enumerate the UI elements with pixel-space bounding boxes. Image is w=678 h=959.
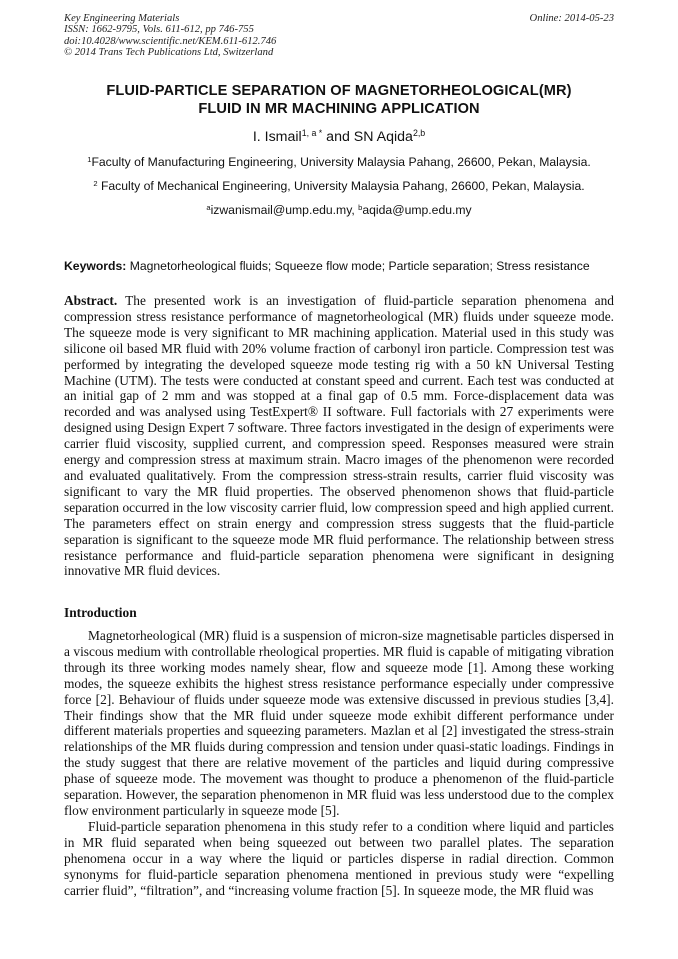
- section-heading-introduction: Introduction: [64, 605, 137, 620]
- affiliation-1-text: Faculty of Manufacturing Engineering, University Malaysia Pahang, 26600, Pekan, Malaysia.: [91, 155, 591, 169]
- author-1-marker: 1, a *: [301, 128, 323, 139]
- author-1: I. Ismail: [252, 129, 302, 145]
- affiliation-1: [40, 155, 638, 170]
- email-b-marker: b: [358, 202, 363, 212]
- keywords-text: Magnetorheological fluids; Squeeze flow mode; Particle separation; Stress resistance: [126, 259, 590, 273]
- title-line-2: FLUID IN MR MACHINING APPLICATION: [198, 101, 480, 117]
- affiliation-2-text: Faculty of Mechanical Engineering, University Malaysia Pahang, 26600, Pekan, Malaysia.: [97, 179, 585, 193]
- journal-name: Key Engineering Materials: [64, 13, 180, 24]
- author-2: SN Aqida: [353, 129, 413, 145]
- journal-header: [64, 13, 614, 58]
- author-emails: [40, 203, 638, 218]
- email-a[interactable]: izwanismail@ump.edu.my,: [210, 203, 359, 217]
- affiliation-2: [40, 179, 638, 194]
- title-line-1: FLUID-PARTICLE SEPARATION OF MAGNETORHEOLOGICAL(MR): [106, 83, 572, 99]
- journal-copyright: © 2014 Trans Tech Publications Ltd, Switzerland: [64, 46, 274, 58]
- email-b[interactable]: aqida@ump.edu.my: [362, 203, 472, 217]
- author-2-marker: 2,b: [412, 128, 426, 139]
- journal-issn: ISSN: 1662-9795, Vols. 611-612, pp 746-755: [64, 24, 254, 36]
- journal-doi: doi:10.4028/www.scientific.net/KEM.611-612.746: [64, 35, 277, 47]
- author-list: [60, 128, 618, 146]
- author-joiner: and: [322, 129, 354, 145]
- affiliation-1-marker: 1: [87, 154, 92, 164]
- introduction-body: [64, 628, 614, 898]
- introduction-paragraph-2: Fluid-particle separation phenomena in this study refer to a condition where liquid and particles in MR fluid separated when being squeezed out between two parallel plates. The separation phenomena occur in a way where the liquid or particles disperse in radial direction. Common synonyms for fluid-particle separation phenomena mentioned in previous study were “expelling carrier fluid”, “filtration”, and “increasing volume fraction [5]. In squeeze mode, the MR fluid was: [64, 818, 614, 898]
- keywords-label: Keywords:: [64, 259, 127, 273]
- online-date: Online: 2014-05-23: [529, 13, 614, 24]
- keywords: [64, 259, 614, 274]
- abstract-label: Abstract.: [64, 293, 118, 308]
- abstract-text: The presented work is an investigation of fluid-particle separation phenomena and compression stress resistance performance of magnetorheological (MR) fluids under squeeze mode. The squeeze mode is very significant to MR machining application. Material used in this study was silicone oil based MR fluid with 20% volume fraction of carbonyl iron particle. Compression test was performed by integrating the developed squeeze mode testing rig with a 50 kN Universal Testing Machine (UTM). The tests were conducted at constant speed and current. Each test was conducted at an initial gap of 2 mm and was stopped at a final gap of 0.5 mm. Force-displacement data was recorded and was analysed using TestExpert® II software. Full factorials with 27 experiments were designed using Design Expert 7 software. Three factors investigated in the design of experiments were carrier fluid viscosity, supplied current, and compression speed. Responses measured were strain energy and compression stress at maximum strain. Macro images of the phenomenon were recorded and evaluated qualitatively. From the compression stress-strain results, carrier fluid viscosity was significant to vary the MR fluid properties. The observed phenomenon shows that fluid-particle separation occurred in the low viscosity carrier fluid, low compression speed and high applied current. The parameters effect on strain energy and compression stress suggests that the fluid-particle separation is significant to the squeeze mode MR fluid performance. The relationship between stress resistance performance and fluid-particle separation phenomena were significant in designing innovative MR fluid devices.: [64, 293, 614, 579]
- affiliation-2-marker: 2: [93, 178, 98, 188]
- email-a-marker: a: [206, 202, 211, 212]
- introduction-paragraph-1: Magnetorheological (MR) fluid is a suspension of micron-size magnetisable particles dispersed in a viscous medium with controllable rheological properties. MR fluid is capable of mitigating vibration through its three working modes namely shear, flow and squeeze mode [1]. Among these working modes, the squeeze exhibits the highest stress resistance performance especially under compressive force [2]. Behaviour of fluids under squeeze mode was extensive discussed in previous studies [3,4]. Their findings show that the MR fluid under squeeze mode exhibit different performance under different materials properties and squeezing parameters. Mazlan et al [2] investigated the stress-strain relationships of the MR fluids during compression and tension under quasi-static loadings. Findings in the study suggest that there are relative movement of the particles and liquid during compressive phase of squeeze mode. The movement was thought to produce a phenomenon of the fluid-particle separation. However, the separation phenomenon in MR fluid was less understood due to the complex flow environment particularly in squeeze mode [5].: [64, 628, 614, 818]
- paper-title: [60, 82, 618, 118]
- abstract: [64, 293, 614, 579]
